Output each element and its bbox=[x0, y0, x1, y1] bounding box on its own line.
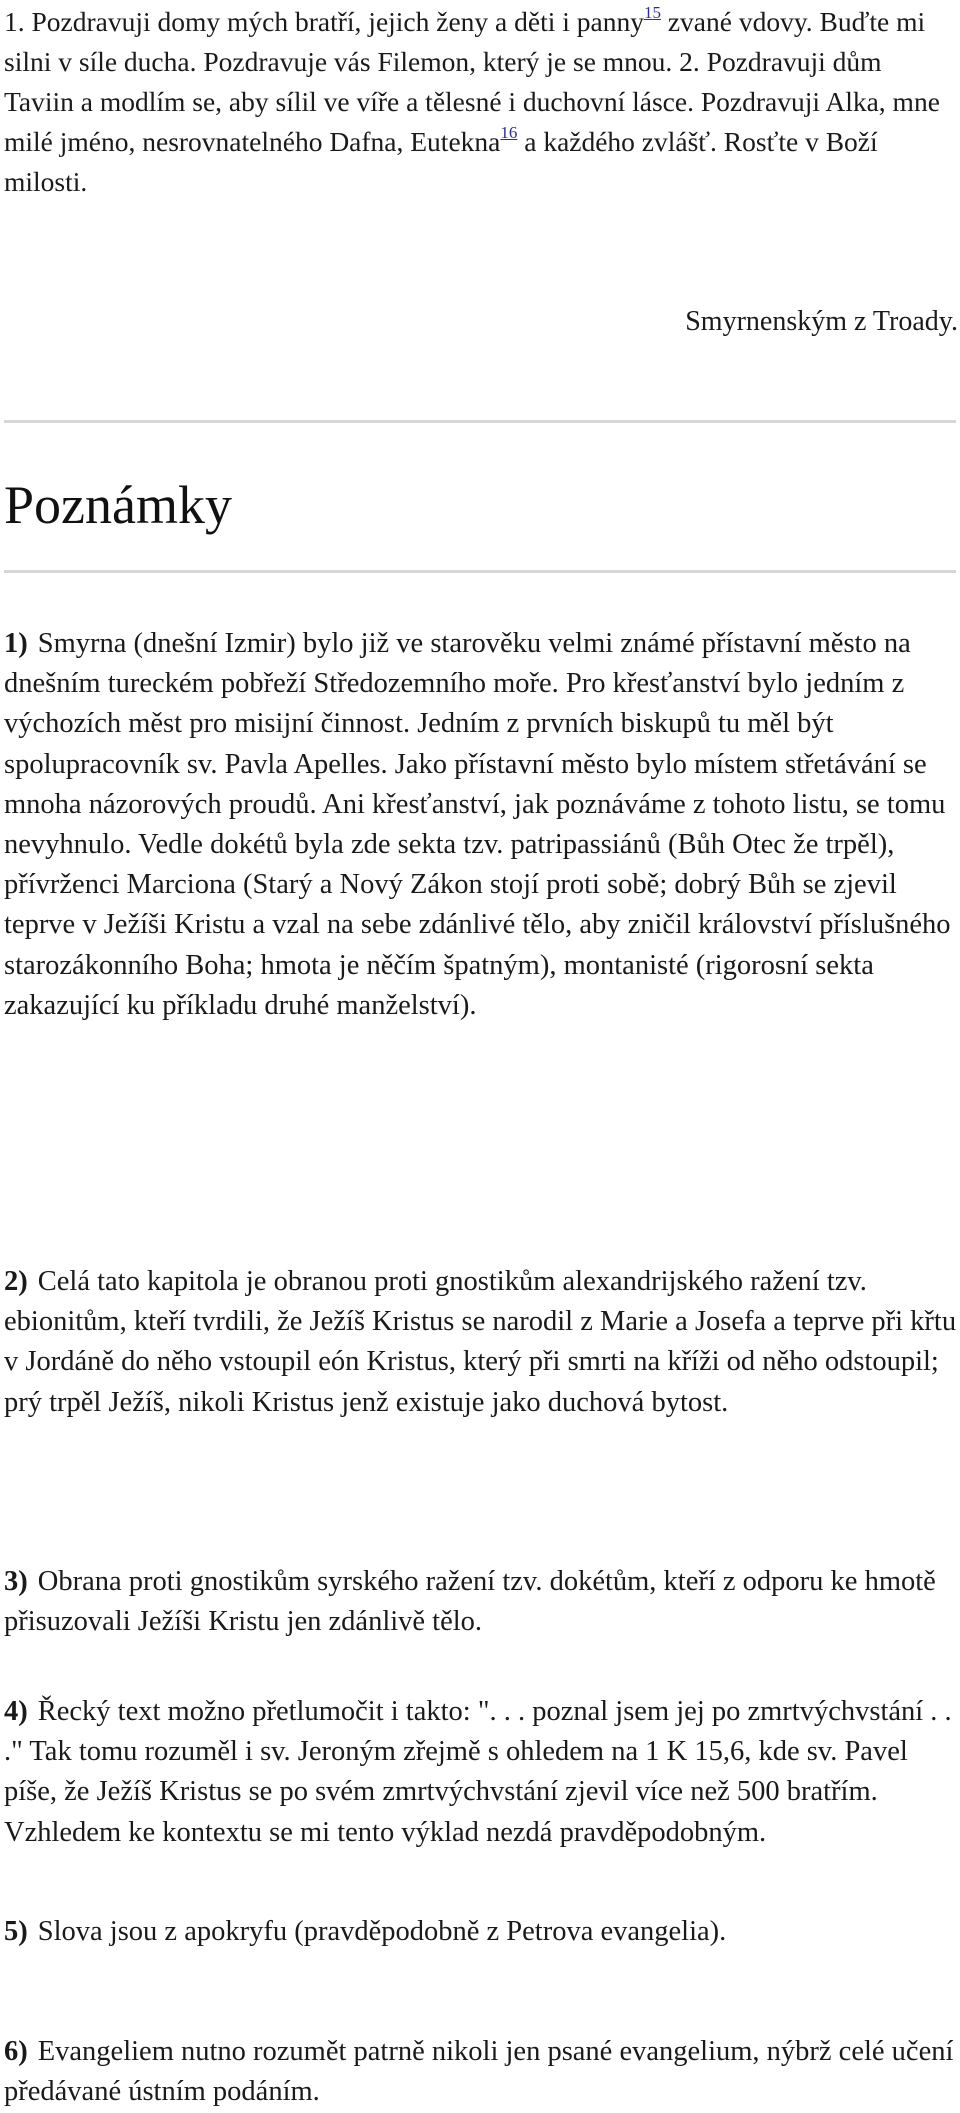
note-number: 3) bbox=[4, 1566, 28, 1597]
note-text: Obrana proti gnostikům syrského ražení tzv. dokétům, kteří z odporu ke hmotě přisuzovali Ježíši Kristu jen zdánlivě tělo. bbox=[4, 1566, 936, 1638]
greetings-text-part-2: zvané vdovy. Buďte mi silni v síle ducha. Pozdravuje vás Filemon, který je se mnou. 2. Pozdravuji dům Taviin a modlím se, aby sílil ve víře a tělesné i duchovní lásce. Pozdravuji Alka, mne milé jméno, nesrovnatelného Dafna, Eutekna bbox=[4, 6, 940, 157]
divider-top bbox=[4, 420, 956, 423]
greetings-text-part-1: 1. Pozdravuji domy mých bratří, jejich ženy a děti i panny bbox=[4, 6, 644, 37]
note-number: 5) bbox=[4, 1916, 28, 1947]
footnote-ref-16[interactable] bbox=[500, 123, 517, 142]
note-text: Řecký text možno přetlumočit i takto: ". . . poznal jsem jej po zmrtvýchvstání . . ." Tak tomu rozuměl i sv. Jeroným zřejmě s ohledem na 1 K 15,6, kde sv. Pavel píše, že Ježíš Kristus se po svém zmrtvýchvstání zjevil více než 500 bratřím. Vzhledem ke kontextu se mi tento výklad nezdá pravděpodobným. bbox=[4, 1696, 952, 1848]
note-5 bbox=[4, 1912, 959, 1952]
note-text: Smyrna (dnešní Izmir) bylo již ve starověku velmi známé přístavní město na dnešním tureckém pobřeží Středozemního moře. Pro křesťanství bylo jedním z výchozích měst pro misijní činnost. Jedním z prvních biskupů tu měl být spolupracovník sv. Pavla Apelles. Jako přístavní město bylo místem střetávání se mnoha názorových proudů. Ani křesťanství, jak poznáváme z tohoto listu, se tomu nevyhnulo. Vedle dokétů byla zde sekta tzv. patripassiánů (Bůh Otec že trpěl), přívrženci Marciona (Starý a Nový Zákon stojí proti sobě; dobrý Bůh se zjevil teprve v Ježíši Kristu a vzal na sebe zdánlivé tělo, aby zničil království příslušného starozákonního Boha; hmota je něčím špatným), montanisté (rigorosní sekta zakazující ku příkladu druhé manželství). bbox=[4, 628, 951, 1021]
divider-bottom bbox=[4, 570, 956, 573]
note-number: 6) bbox=[4, 2036, 28, 2067]
greetings-text-part-3: a každého zvlášť. Rosťte v Boží milosti. bbox=[4, 126, 878, 197]
note-6 bbox=[4, 2032, 959, 2112]
note-2 bbox=[4, 1262, 959, 1423]
notes-heading: Poznámky bbox=[4, 475, 232, 535]
note-1 bbox=[4, 624, 959, 1026]
note-number: 1) bbox=[4, 628, 28, 659]
footnote-link-16[interactable]: 16 bbox=[500, 123, 518, 142]
footnote-link-15[interactable]: 15 bbox=[643, 3, 661, 22]
note-3 bbox=[4, 1562, 959, 1642]
footnote-ref-15[interactable] bbox=[644, 3, 661, 22]
note-text: Slova jsou z apokryfu (pravděpodobně z Petrova evangelia). bbox=[37, 1916, 727, 1947]
greetings-paragraph bbox=[4, 2, 954, 202]
note-4 bbox=[4, 1692, 959, 1853]
note-text: Celá tato kapitola je obranou proti gnostikům alexandrijského ražení tzv. ebionitům, kteří tvrdili, že Ježíš Kristus se narodil z Marie a Josefa a teprve při křtu v Jordáně do něho vstoupil eón Kristus, který při smrti na kříži od něho odstoupil; prý trpěl Ježíš, nikoli Kristus jenž existuje jako duchová bytost. bbox=[4, 1266, 957, 1418]
note-number: 4) bbox=[4, 1696, 28, 1727]
note-number: 2) bbox=[4, 1266, 28, 1297]
note-text: Evangeliem nutno rozumět patrně nikoli jen psané evangelium, nýbrž celé učení předávané ústním podáním. bbox=[4, 2036, 954, 2108]
letter-signature: Smyrnenským z Troady. bbox=[685, 306, 958, 337]
